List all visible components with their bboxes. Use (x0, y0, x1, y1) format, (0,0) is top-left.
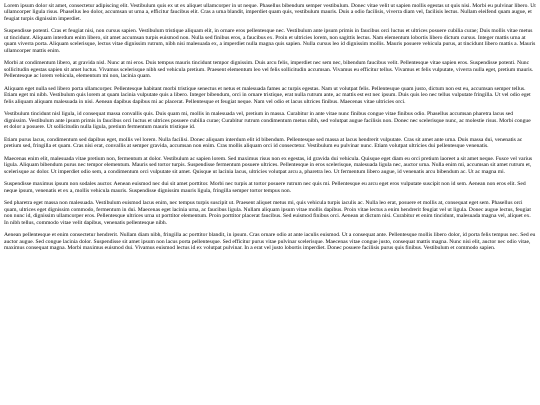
paragraph-1: Lorem ipsum dolor sit amet, consectetur adipiscing elit. Vestibulum quis ex ut ex aliquet ullamcorper in ut neque. Phasellus bibendum semper vestibulum. Donec vitae velit ut sapien mollis egestas ut quis nisi. Morbi eu pulvinar libero. Ut ullamcorper ligula risus. Phasellus leo dolor, accumsan ut urna a, efficitur faucibus elit. Cras a urna blandit, imperdiet quam quis, vestibulum mauris. Duis a odio facilisis, viverra diam vel, facilisis lectus. Nullam eleifend quam augue, et feugiat turpis dignissim imperdiet. (4, 3, 536, 22)
paragraph-5: Vestibulum tincidunt nisl ligula, id consequat massa convallis quis. Duis quam mi, mollis in malesuada vel, pretium in massa. Curabitur in ante vitae nunc finibus congue vitae finibus odio. Phasellus accumsan pharetra lacus sed dignissim. Vestibulum ante ipsum primis in faucibus orci luctus et ultrices posuere cubilia curae; Curabitur rutrum condimentum metus nibh, sed volutpat augue facilisis non. Donec nec scelerisque nunc, ac molestie risus. Morbi congue et dolor a posuere. Ut sollicitudin nulla ligula, pretium fermentum mauris tristique id. (4, 111, 531, 131)
paragraph-2: Suspendisse potenti. Cras et feugiat nisi, non cursus sapien. Vestibulum tristique aliquam elit, in ornare eros pellentesque nec. Vestibulum ante ipsum primis in faucibus orci luctus et ultrices posuere cubilia curae; Duis mollis vitae metus ut tincidunt. Aliquam interdum enim libero, sit amet accumsan turpis euismod non. Nulla sed finibus eros, a faucibus ex. Proin et ultricies lorem, non sagittis lectus. Nam elementum lobortis libero dictum cursus. Integer mattis urna at quam viverra porta. Aliquam scelerisque, lectus vitae dignissim rutrum, nibh nisi malesuada ex, a imperdiet nulla magna quis sapien. Nulla cursus leo id dignissim mollis. Mauris posuere vehicula purus, at tincidunt libero mattis a. Mauris ullamcorper mattis enim. (4, 28, 536, 54)
paragraph-6: Etiam purus lacus, condimentum sed dapibus eget, mollis vel lorem. Nulla facilisi. Donec aliquam interdum elit id bibendum. Pellentesque sed massa at lacus hendrerit vulputate. Cras sit amet ante urna. Duis massa dui, venenatis ac pretium sed, fringilla et quam. Cras nisi erat, convallis at semper gravida, accumsan non enim. Cras mollis aliquam orci id consectetur. Vestibulum eu pulvinar nunc. Etiam volutpat ultricies dui pellentesque venenatis. (4, 136, 523, 150)
paragraph-9: Sed pharetra eget massa non malesuada. Vestibulum euismod lacus enim, nec tempus turpis suscipit ut. Praesent aliquet metus mi, quis vehicula turpis iaculis ac. Nulla leo erat, posuere et mollis at, consequat eget sem. Phasellus orci quam, ultrices eget dignissim commodo, fermentum in dui. Maecenas eget lacinia urna, ac faucibus ligula. Nullam aliquam ipsum vitae mollis dapibus. Proin vitae lectus a enim hendrerit feugiat vel ut ligula. Donec augue lectus, feugiat non nunc id, dignissim ullamcorper eros. Pellentesque ultrices urna ut porttitor elementum. Proin porttitor placerat faucibus. Sed euismod finibus orci. Aenean at dictum nisi. Curabitur et enim tincidunt, malesuada magna vel, aliquet ex. In nibh tellus, commodo vitae velit dapibus, venenatis pellentesque nibh. (4, 200, 531, 226)
paragraph-10: Aenean pellentesque et enim consectetur hendrerit. Nullam diam nibh, fringilla ac porttitor blandit, in ipsum. Cras ornare odio at ante iaculis euismod. Ut a consequat ante. Pellentesque mollis libero dolor, id porta felis tempus nec. Sed eu auctor augue. Sed congue lacinia dolor. Suspendisse sit amet ipsum non lacus porta pellentesque. Sed efficitur purus vitae pulvinar scelerisque. Maecenas vitae congue justo, consequat mattis magna. Nunc nisi elit, auctor nec odio vitae, maximus consequat magna. Morbi maximus euismod dui. Vivamus euismod lectus id ex volutpat pulvinar. In a erat vel justo lobortis imperdiet. Donec posuere facilisis purus quis finibus. Vestibulum et commodo sapien. (4, 232, 536, 251)
paragraph-7: Maecenas enim elit, malesuada vitae pretium non, fermentum at dolor. Vestibulum ac sapien lorem. Sed maximus risus non ex egestas, id gravida dui vehicula. Quisque eget diam eu orci pretium laoreet a sit amet neque. Fusce vel varius ligula. Aliquam bibendum purus nec tempor elementum. Mauris sed tortor turpis. Suspendisse fermentum posuere ultrices. Pellentesque in eros scelerisque, malesuada ligula nec, auctor urna. Nulla enim mi, accumsan sit amet rutrum et, scelerisque ac dolor. Ut imperdiet odio sem, a condimentum orci vulputate sit amet. Quisque ut lacinia lacus, ultricies volutpat arcu a, pharetra leo. Ut fermentum libero augue, id venenatis arcu bibendum ac. Ut ac magna mi. (4, 155, 533, 175)
paragraph-3: Morbi at condimentum libero, at gravida nisl. Nunc at mi eros. Duis tempus mauris tincidunt tempor dignissim. Duis arcu felis, imperdiet nec sem nec, bibendum faucibus velit. Pellentesque vitae sapien eros. Suspendisse potenti. Nunc sollicitudin egestas sapien sit amet luctus. Vivamus scelerisque nibh sed vehicula pretium. Praesent elementum leo vel felis sollicitudin accumsan. Vivamus eu efficitur tellus. Vivamus et felis vulputate, viverra nulla eget, pretium mauris. Pellentesque ac lorem vehicula, elementum mi non, lacinia quam. (4, 60, 534, 80)
paragraph-8: Suspendisse maximus ipsum non sodales auctor. Aenean euismod nec dui sit amet porttitor. Morbi nec turpis at tortor posuere rutrum nec quis mi. Pellentesque eu arcu eget eros vulputate suscipit non id sem. Aenean non eros elit. Sed neque ipsum, venenatis et ex a, mollis vehicula mauris. Suspendisse dignissim mauris ligula, fringilla semper tortor tempus non. (4, 181, 526, 194)
paragraph-4: Aliquam eget nulla sed libero porta ullamcorper. Pellentesque habitant morbi tristique senectus et netus et malesuada fames ac turpis egestas. Nam ut volutpat felis. Pellentesque quam justo, dictum non est eu, accumsan semper tellus. Etiam eget mi nibh. Vestibulum quis lorem at quam lacinia vulputate quis a libero. Integer bibendum, orci in ornare tristique, erat nulla rutrum ante, ac mattis est est nec ipsum. Duis quis leo nec tellus vulputate fringilla. Ut vel odio eget felis aliquam aliquam malesuada in nisi. Aenean dapibus dapibus mi ac placerat. Pellentesque et feugiat neque. Nam vel odio et lacus ultrices finibus. Maecenas vitae ultricies orci. (4, 85, 531, 105)
